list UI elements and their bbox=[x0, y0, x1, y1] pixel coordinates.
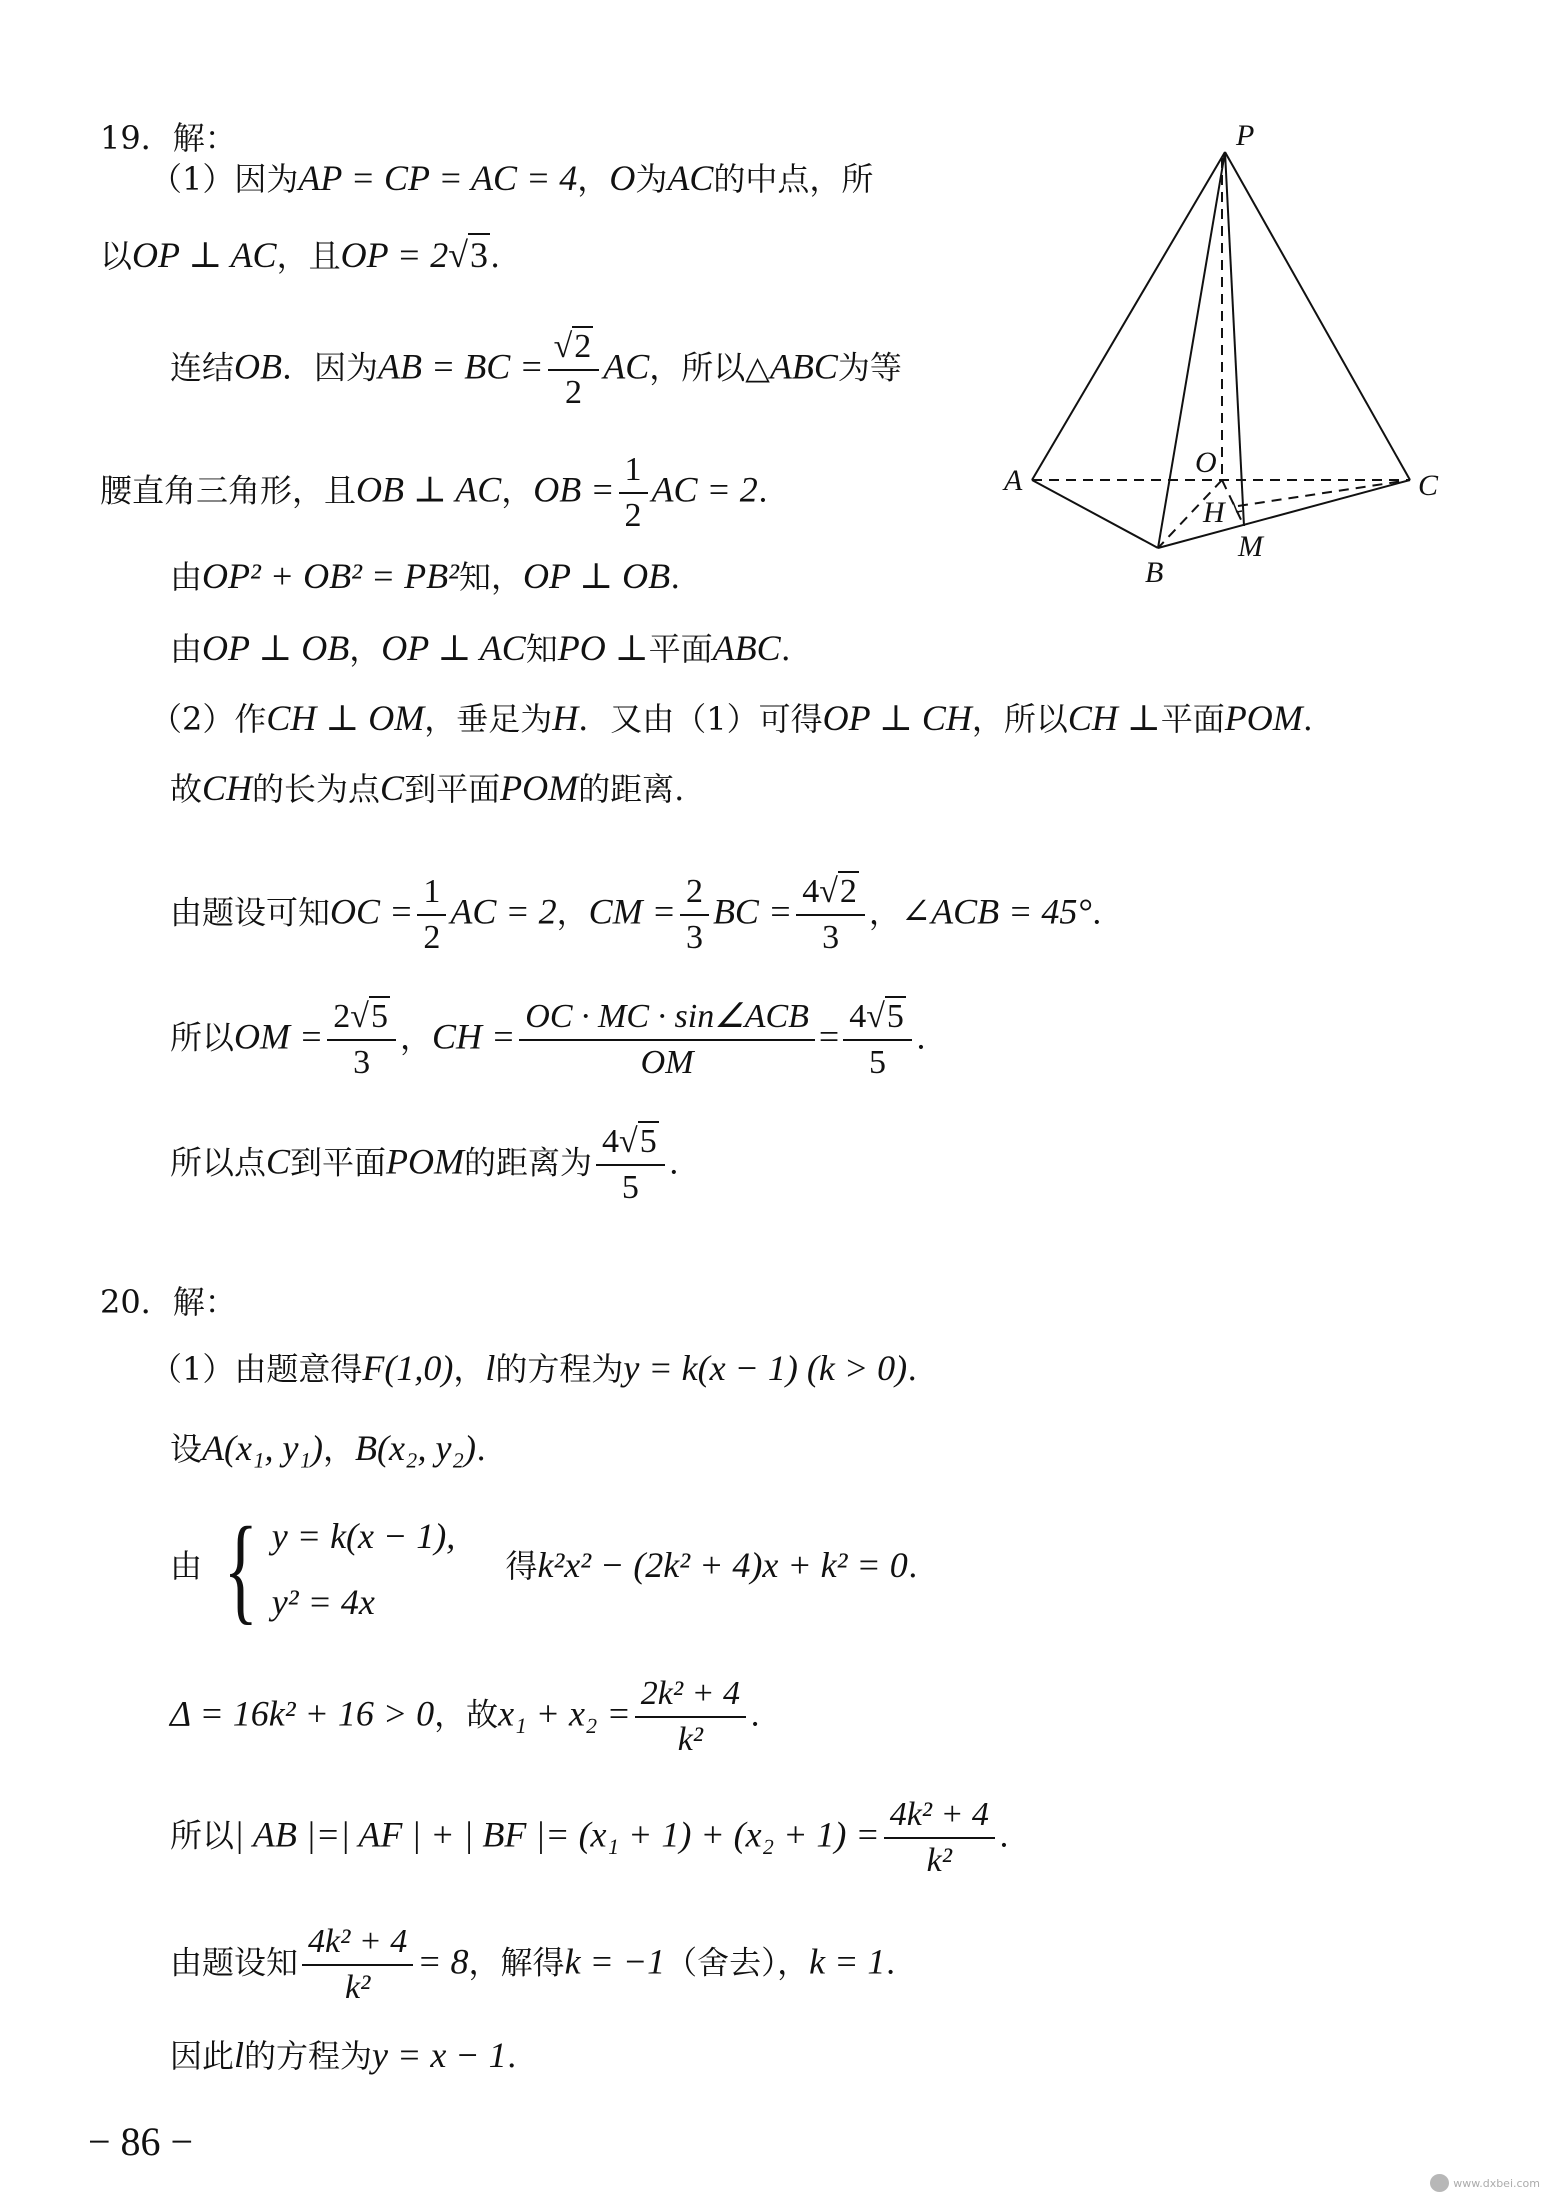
label-P: P bbox=[1236, 119, 1255, 152]
pyramid-diagram bbox=[990, 110, 1470, 590]
fraction: $\frac{4√5}{5}$ bbox=[596, 1120, 665, 1210]
segment-CH-hidden bbox=[1238, 480, 1410, 506]
edge-BC bbox=[1158, 480, 1410, 548]
q20-line-6: 由题设知 $\frac{\text{4k² + 4}}{\text{k²}}$ = 8，解得k = −1（舍去），k = 1. bbox=[170, 1920, 896, 2010]
fraction: $\frac{2√5}{3}$ bbox=[327, 995, 396, 1085]
left-brace: { bbox=[223, 1501, 259, 1635]
q19-heading: 19．解： bbox=[100, 119, 237, 157]
fraction: $\frac{√2}{2}$ bbox=[548, 325, 600, 415]
label-H: H bbox=[1203, 496, 1225, 529]
q19-line-9: 由题设可知OC = $\frac{1}{2}$ AC = 2，CM = $\frac{2}{3}$ BC = $\frac{4√2}{3}$ ，∠ACB = 45°. bbox=[170, 870, 1102, 960]
q20-line-4: Δ = 16k² + 16 > 0，故x₁ + x₂ = $\frac{\text{2k² + 4}}{\text{k²}}$ . bbox=[170, 1672, 760, 1762]
label-A: A bbox=[1004, 464, 1023, 497]
fraction: $\frac{\text{4k² + 4}}{\text{k²}}$ bbox=[884, 1793, 995, 1883]
q19-line-3: 连结OB．因为AB = BC = $\frac{√2}{2}$ AC，所以△ABC为等 bbox=[170, 325, 902, 415]
q19-line-6: 由OP ⊥ OB，OP ⊥ AC知PO ⊥平面ABC. bbox=[170, 628, 791, 668]
q20-line-3: 由 { y = k(x − 1), y² = 4x 得k²x² − (2k² + 4)x + k² = 0. bbox=[170, 1501, 918, 1635]
fraction: $\frac{\text{2k² + 4}}{\text{k²}}$ bbox=[635, 1672, 746, 1762]
edge-PC bbox=[1225, 152, 1410, 480]
fraction: $\frac{1}{2}$ bbox=[619, 448, 648, 538]
edge-PM bbox=[1225, 152, 1244, 526]
q20-heading: 20．解： bbox=[100, 1283, 237, 1321]
q19-line-2: 以OP ⊥ AC，且OP = 2√3. bbox=[100, 235, 501, 275]
label-B: B bbox=[1145, 556, 1164, 589]
fraction: $\frac{4√2}{3}$ bbox=[796, 870, 865, 960]
fraction: $\frac{\text{OC · MC · sin∠ACB}}{OM}$ bbox=[519, 995, 815, 1085]
edge-PA bbox=[1032, 152, 1225, 480]
elephant-logo-icon bbox=[1430, 2174, 1449, 2192]
watermark: www.dxbei.com bbox=[1430, 2168, 1540, 2198]
q20-line-5: 所以| AB |=| AF | + | BF |= (x₁ + 1) + (x₂ + 1) = $\frac{\text{4k² + 4}}{\text{k²}}$ . bbox=[170, 1793, 1009, 1883]
fraction: $\frac{\text{4k² + 4}}{\text{k²}}$ bbox=[302, 1920, 413, 2010]
label-O: O bbox=[1195, 446, 1217, 479]
label-M: M bbox=[1238, 530, 1263, 563]
equation-system: { y = k(x − 1), y² = 4x bbox=[223, 1501, 456, 1635]
q20-line-7: 因此l的方程为y = x − 1. bbox=[170, 2035, 517, 2075]
sqrt-3: √3 bbox=[448, 235, 488, 275]
q19-line-5: 由OP² + OB² = PB²知，OP ⊥ OB. bbox=[170, 556, 681, 596]
label-C: C bbox=[1418, 469, 1439, 502]
fraction: $\frac{1}{2}$ bbox=[417, 870, 446, 960]
q19-line-1: （1）因为AP = CP = AC = 4，O为AC的中点，所 bbox=[150, 158, 874, 198]
q19-line-10: 所以OM = $\frac{2√5}{3}$ ，CH = $\frac{\text{OC · MC · sin∠ACB}}{OM}$ = $\frac{4√5}{5}$ . bbox=[170, 995, 926, 1085]
fraction: $\frac{2}{3}$ bbox=[680, 870, 709, 960]
q20-line-2: 设A(x₁, y₁)，B(x₂, y₂). bbox=[170, 1428, 487, 1468]
q19-line-7: （2）作CH ⊥ OM，垂足为H．又由（1）可得OP ⊥ CH，所以CH ⊥平面POM. bbox=[150, 698, 1313, 738]
q19-line-8: 故CH的长为点C到平面POM的距离. bbox=[170, 768, 685, 808]
page-number: − 86 − bbox=[88, 2119, 194, 2164]
fraction: $\frac{4√5}{5}$ bbox=[843, 995, 912, 1085]
q19-line-4: 腰直角三角形，且OB ⊥ AC，OB = $\frac{1}{2}$ AC = 2. bbox=[100, 448, 768, 538]
q20-line-1: （1）由题意得F(1,0)，l的方程为y = k(x − 1) (k > 0). bbox=[150, 1348, 918, 1388]
edge-PB bbox=[1158, 152, 1225, 548]
q19-line-11: 所以点C到平面POM的距离为 $\frac{4√5}{5}$ . bbox=[170, 1120, 679, 1210]
edge-AB bbox=[1032, 480, 1158, 548]
